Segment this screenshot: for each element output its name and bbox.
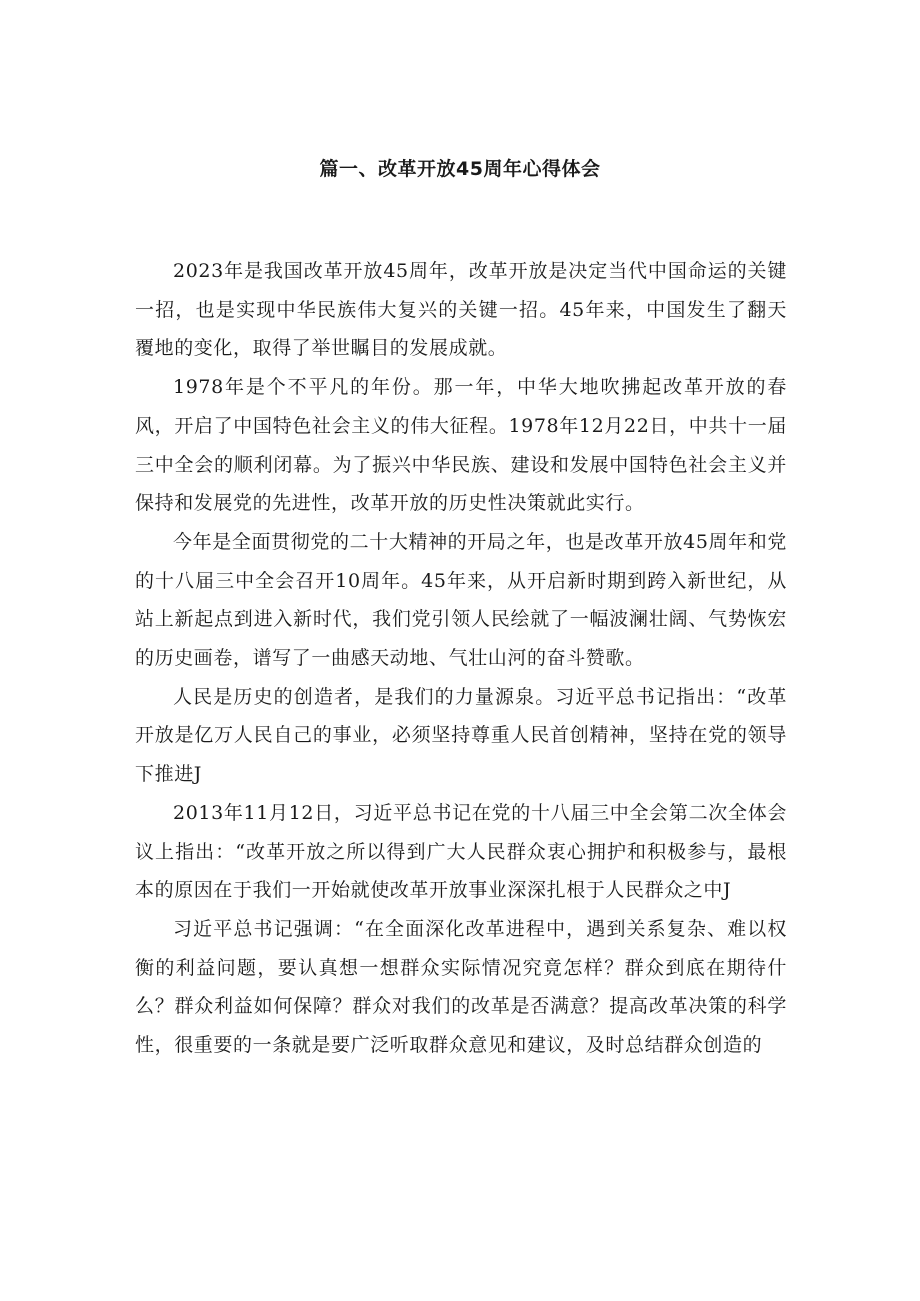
paragraph: 人民是历史的创造者，是我们的力量源泉。习近平总书记指出：“改革开放是亿万人民自己的事业，必须坚持尊重人民首创精神，坚持在党的领导下推进J [135,685,787,786]
paragraph: 1978年是个不平凡的年份。那一年，中华大地吹拂起改革开放的春风，开启了中国特色社会主义的伟大征程。1978年12月22日，中共十一届三中全会的顺利闭幕。为了振兴中华民族、建设和发展中国特色社会主义并保持和发展党的先进性，改革开放的历史性决策就此实行。 [135,376,787,515]
paragraph: 习近平总书记强调：“在全面深化改革进程中，遇到关系复杂、难以权衡的利益问题，要认真想一想群众实际情况究竟怎样？群众到底在期待什么？群众利益如何保障？群众对我们的改革是否满意？提高改革决策的科学性，很重要的一条就是要广泛听取群众意见和建议，及时总结群众创造的 [135,917,787,1057]
document-title: 篇一、改革开放45周年心得体会 [319,158,601,180]
paragraph: 2023年是我国改革开放45周年，改革开放是决定当代中国命运的关键一招，也是实现中华民族伟大复兴的关键一招。45年来，中国发生了翻天覆地的变化，取得了举世瞩目的发展成就。 [135,260,787,360]
document-body [135,252,787,1065]
paragraph: 今年是全面贯彻党的二十大精神的开局之年，也是改革开放45周年和党的十八届三中全会召开10周年。45年来，从开启新时期到跨入新世纪，从站上新起点到进入新时代，我们党引领人民绘就了一幅波澜壮阔、气势恢宏的历史画卷，谱写了一曲感天动地、气壮山河的奋斗赞歌。 [135,530,787,670]
paragraph: 2013年11月12日，习近平总书记在党的十八届三中全会第二次全体会议上指出：“改革开放之所以得到广大人民群众衷心拥护和积极参与，最根本的原因在于我们一开始就使改革开放事业深深扎根于人民群众之中J [135,801,787,902]
